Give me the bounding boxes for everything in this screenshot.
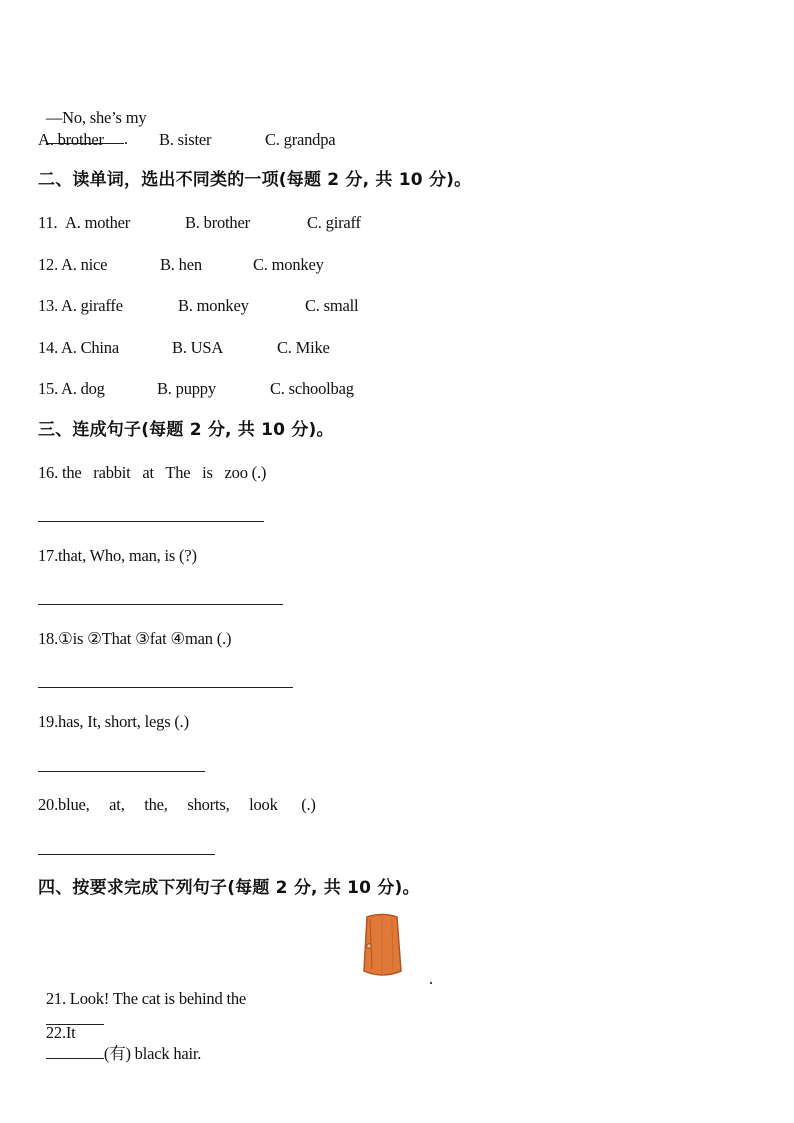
option-b: B. USA [172, 338, 224, 357]
option-b: B. monkey [178, 296, 249, 315]
question-22 [38, 1003, 201, 1064]
answer-line[interactable] [38, 521, 264, 522]
option-a: A. dog [61, 379, 105, 398]
question-number: 14. [38, 338, 59, 357]
door-image [360, 913, 404, 979]
question-13 [38, 296, 458, 316]
option-a: A. brother [38, 130, 104, 149]
question-20: 20.blue, at, the, shorts, look (.) [38, 795, 316, 814]
answer-line[interactable] [38, 687, 293, 688]
section-4-heading: 四、按要求完成下列句子(每题 2 分, 共 10 分)。 [38, 878, 420, 898]
option-b: B. brother [185, 213, 250, 232]
option-a: A. mother [65, 213, 131, 232]
question-12 [38, 255, 458, 275]
question-number: 15. [38, 379, 59, 398]
answer-line[interactable] [38, 854, 215, 855]
answer-blank[interactable] [46, 1043, 104, 1059]
section-3-heading: 三、连成句子(每题 2 分, 共 10 分)。 [38, 420, 334, 440]
option-c: C. schoolbag [270, 379, 354, 398]
answer-line[interactable] [38, 771, 205, 772]
option-b: B. puppy [157, 379, 216, 398]
section-2-heading: 二、读单词，选出不同类的一项(每题 2 分, 共 10 分)。 [38, 170, 472, 190]
question-14 [38, 338, 458, 358]
door-icon [360, 913, 404, 979]
question-11 [38, 213, 458, 233]
option-b: B. hen [160, 255, 202, 274]
question-number: 13. [38, 296, 59, 315]
question-19: 19.has, It, short, legs (.) [38, 712, 189, 731]
question-18: 18.①is ②That ③fat ④man (.) [38, 629, 232, 648]
option-a: A. nice [61, 255, 108, 274]
option-a: A. giraffe [61, 296, 123, 315]
option-a: A. China [61, 338, 119, 357]
answer-line[interactable] [38, 604, 283, 605]
question-10-options [38, 130, 438, 150]
option-c: C. grandpa [265, 130, 336, 149]
question-16: 16. the rabbit at The is zoo (.) [38, 463, 267, 482]
question-22-prefix: 22.It [45, 1023, 76, 1042]
question-17: 17.that, Who, man, is (?) [38, 546, 197, 565]
question-15 [38, 379, 458, 399]
question-10-suffix: . [123, 129, 128, 148]
option-c: C. Mike [277, 338, 330, 357]
option-c: C. monkey [253, 255, 324, 274]
option-b: B. sister [159, 130, 212, 149]
question-21-period: . [429, 969, 433, 988]
option-c: C. giraff [307, 213, 361, 232]
question-number: 12. [38, 255, 59, 274]
question-10-prefix: —No, she’s my [45, 108, 147, 127]
option-c: C. small [305, 296, 359, 315]
question-22-suffix: (有) black hair. [103, 1044, 202, 1063]
question-21-text: 21. Look! The cat is behind the [45, 989, 247, 1008]
question-number: 11. [38, 213, 62, 232]
